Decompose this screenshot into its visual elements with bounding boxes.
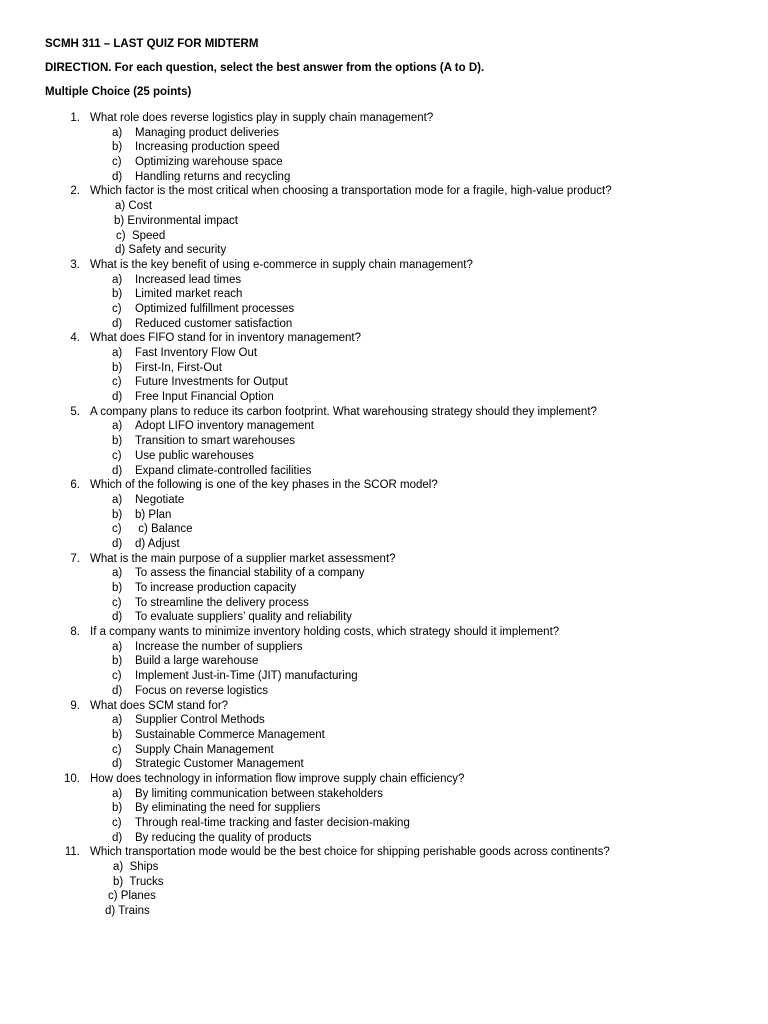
option-letter: d): [112, 391, 123, 404]
option-text: Increase the number of suppliers: [135, 640, 303, 653]
option-letter: d): [112, 611, 123, 624]
option-letter: c): [112, 670, 122, 683]
option-letter: c): [112, 596, 122, 609]
question-7: [0, 552, 768, 567]
option-text: To evaluate suppliers’ quality and reliability: [135, 611, 352, 624]
question-text: Which of the following is one of the key phases in the SCOR model?: [90, 479, 438, 492]
question-10: [0, 772, 768, 787]
question-text: If a company wants to minimize inventory holding costs, which strategy should it implement?: [90, 626, 560, 639]
option-text: d) Trains: [105, 905, 150, 918]
option-letter: b): [112, 361, 123, 374]
question-number: 6.: [70, 479, 80, 492]
question-text: How does technology in information flow improve supply chain efficiency?: [90, 772, 465, 785]
answer-option: [0, 287, 768, 302]
option-text: Use public warehouses: [135, 449, 254, 462]
answer-option: [0, 273, 768, 288]
answer-option: [0, 140, 768, 155]
answer-option: [0, 317, 768, 332]
option-text: c) Planes: [108, 890, 156, 903]
answer-option: [0, 831, 768, 846]
quiz-direction: DIRECTION. For each question, select the best answer from the options (A to D).: [45, 62, 485, 74]
option-text: b) Environmental impact: [114, 214, 238, 227]
option-letter: b): [112, 508, 123, 521]
question-number: 3.: [70, 258, 80, 271]
answer-option: [0, 493, 768, 508]
option-text: Supplier Control Methods: [135, 714, 265, 727]
answer-option: [0, 464, 768, 479]
answer-option: [0, 713, 768, 728]
answer-option: [0, 596, 768, 611]
answer-option: [0, 787, 768, 802]
option-text: Build a large warehouse: [135, 655, 259, 668]
answer-option: [0, 860, 768, 875]
question-number: 8.: [70, 626, 80, 639]
answer-option: [0, 566, 768, 581]
option-letter: b): [112, 582, 123, 594]
option-text: Fast Inventory Flow Out: [135, 347, 258, 359]
answer-option: [0, 449, 768, 464]
option-text: b) Plan: [135, 508, 172, 521]
answer-option: [0, 361, 768, 376]
option-text: By limiting communication between stakeholders: [135, 787, 384, 800]
option-letter: b): [112, 802, 123, 815]
option-text: Transition to smart warehouses: [135, 435, 296, 448]
option-letter: c): [112, 449, 122, 462]
answer-option: [0, 155, 768, 170]
option-letter: a): [112, 273, 123, 286]
option-letter: d): [112, 464, 123, 477]
answer-option: [0, 199, 768, 214]
option-text: Future Investments for Output: [135, 376, 288, 389]
question-number: 11.: [64, 846, 80, 859]
answer-option: [0, 126, 768, 141]
answer-option: [0, 390, 768, 405]
answer-option: [0, 904, 768, 919]
answer-option: [0, 610, 768, 625]
question-list: [0, 111, 768, 919]
answer-option: [0, 302, 768, 317]
option-text: Limited market reach: [135, 288, 243, 301]
answer-option: [0, 669, 768, 684]
option-letter: a): [112, 347, 123, 359]
answer-option: [0, 434, 768, 449]
option-letter: a): [112, 714, 123, 727]
answer-option: [0, 419, 768, 434]
option-letter: b): [112, 288, 123, 301]
question-number: 2.: [70, 185, 80, 198]
question-number: 1.: [70, 112, 80, 124]
answer-option: [0, 654, 768, 669]
option-letter: d): [112, 684, 123, 697]
answer-option: [0, 684, 768, 699]
question-text: Which transportation mode would be the best choice for shipping perishable goods across continents?: [90, 846, 610, 859]
answer-option: [0, 508, 768, 523]
answer-option: [0, 229, 768, 244]
question-11: [0, 845, 768, 860]
option-text: Supply Chain Management: [135, 743, 274, 756]
question-text: What does SCM stand for?: [90, 699, 229, 712]
answer-option: [0, 816, 768, 831]
question-text: What is the main purpose of a supplier market assessment?: [90, 552, 396, 565]
answer-option: [0, 757, 768, 772]
option-letter: d): [112, 831, 123, 844]
answer-option: [0, 375, 768, 390]
option-text: c) Speed: [116, 229, 166, 242]
answer-option: [0, 875, 768, 890]
question-3: [0, 258, 768, 273]
option-text: Focus on reverse logistics: [135, 684, 268, 697]
option-text: Optimizing warehouse space: [135, 156, 283, 169]
option-letter: c): [112, 302, 122, 315]
question-2: [0, 184, 768, 199]
answer-option: [0, 522, 768, 537]
question-number: 7.: [70, 552, 80, 565]
option-letter: b): [112, 141, 123, 154]
option-text: First-In, First-Out: [135, 361, 222, 374]
option-text: b) Trucks: [113, 875, 164, 888]
option-letter: d): [112, 317, 123, 330]
option-text: Optimized fulfillment processes: [135, 302, 295, 315]
question-text: A company plans to reduce its carbon footprint. What warehousing strategy should they implement?: [90, 405, 597, 418]
option-letter: a): [112, 640, 123, 653]
option-letter: c): [112, 156, 122, 169]
question-text: What does FIFO stand for in inventory management?: [90, 332, 362, 345]
option-text: Expand climate-controlled facilities: [135, 464, 312, 477]
section-heading: Multiple Choice (25 points): [45, 86, 192, 98]
option-text: d) Adjust: [135, 537, 180, 550]
option-letter: b): [112, 728, 123, 741]
answer-option: [0, 728, 768, 743]
option-text: Implement Just-in-Time (JIT) manufacturing: [135, 670, 358, 683]
question-8: [0, 625, 768, 640]
answer-option: [0, 581, 768, 596]
option-text: Increasing production speed: [135, 141, 280, 154]
question-5: [0, 405, 768, 420]
option-text: To increase production capacity: [135, 582, 297, 594]
option-text: Sustainable Commerce Management: [135, 728, 325, 741]
question-number: 9.: [70, 699, 80, 712]
answer-option: [0, 170, 768, 185]
option-letter: b): [112, 435, 123, 448]
question-number: 4.: [70, 332, 80, 345]
option-text: To streamline the delivery process: [135, 596, 309, 609]
question-number: 5.: [70, 405, 80, 418]
quiz-title: SCMH 311 – LAST QUIZ FOR MIDTERM: [45, 38, 259, 50]
question-1: [0, 111, 768, 126]
option-letter: c): [112, 743, 122, 756]
question-9: [0, 699, 768, 714]
option-text: Adopt LIFO inventory management: [135, 420, 314, 433]
option-letter: c): [112, 523, 122, 536]
question-text: What role does reverse logistics play in supply chain management?: [90, 112, 434, 124]
option-letter: c): [112, 376, 122, 389]
option-letter: a): [112, 126, 123, 139]
answer-option: [0, 214, 768, 229]
answer-option: [0, 537, 768, 552]
option-text: a) Ships: [113, 861, 159, 874]
question-6: [0, 478, 768, 493]
option-text: a) Cost: [115, 200, 153, 213]
option-text: Free Input Financial Option: [135, 391, 274, 404]
option-text: Strategic Customer Management: [135, 758, 304, 771]
answer-option: [0, 243, 768, 258]
option-text: By reducing the quality of products: [135, 831, 312, 844]
option-letter: d): [112, 170, 123, 183]
answer-option: [0, 889, 768, 904]
option-text: Increased lead times: [135, 273, 242, 286]
option-text: Negotiate: [135, 493, 185, 506]
option-letter: b): [112, 655, 123, 668]
question-text: Which factor is the most critical when choosing a transportation mode for a fragile, high-value product?: [90, 185, 612, 198]
option-letter: a): [112, 420, 123, 433]
option-letter: a): [112, 567, 123, 580]
option-text: Handling returns and recycling: [135, 170, 291, 183]
option-text: Reduced customer satisfaction: [135, 317, 293, 330]
option-text: By eliminating the need for suppliers: [135, 802, 321, 815]
option-text: c) Balance: [135, 523, 193, 536]
option-text: d) Safety and security: [115, 244, 227, 257]
question-4: [0, 331, 768, 346]
question-text: What is the key benefit of using e-commerce in supply chain management?: [90, 258, 473, 271]
option-text: Through real-time tracking and faster decision-making: [135, 817, 410, 829]
option-text: To assess the financial stability of a company: [135, 567, 365, 580]
option-letter: d): [112, 537, 123, 550]
answer-option: [0, 346, 768, 361]
option-letter: a): [112, 787, 123, 800]
option-letter: a): [112, 493, 123, 506]
answer-option: [0, 640, 768, 655]
option-letter: c): [112, 817, 122, 829]
option-letter: d): [112, 758, 123, 771]
answer-option: [0, 743, 768, 758]
answer-option: [0, 801, 768, 816]
question-number: 10.: [64, 772, 80, 785]
option-text: Managing product deliveries: [135, 126, 279, 139]
